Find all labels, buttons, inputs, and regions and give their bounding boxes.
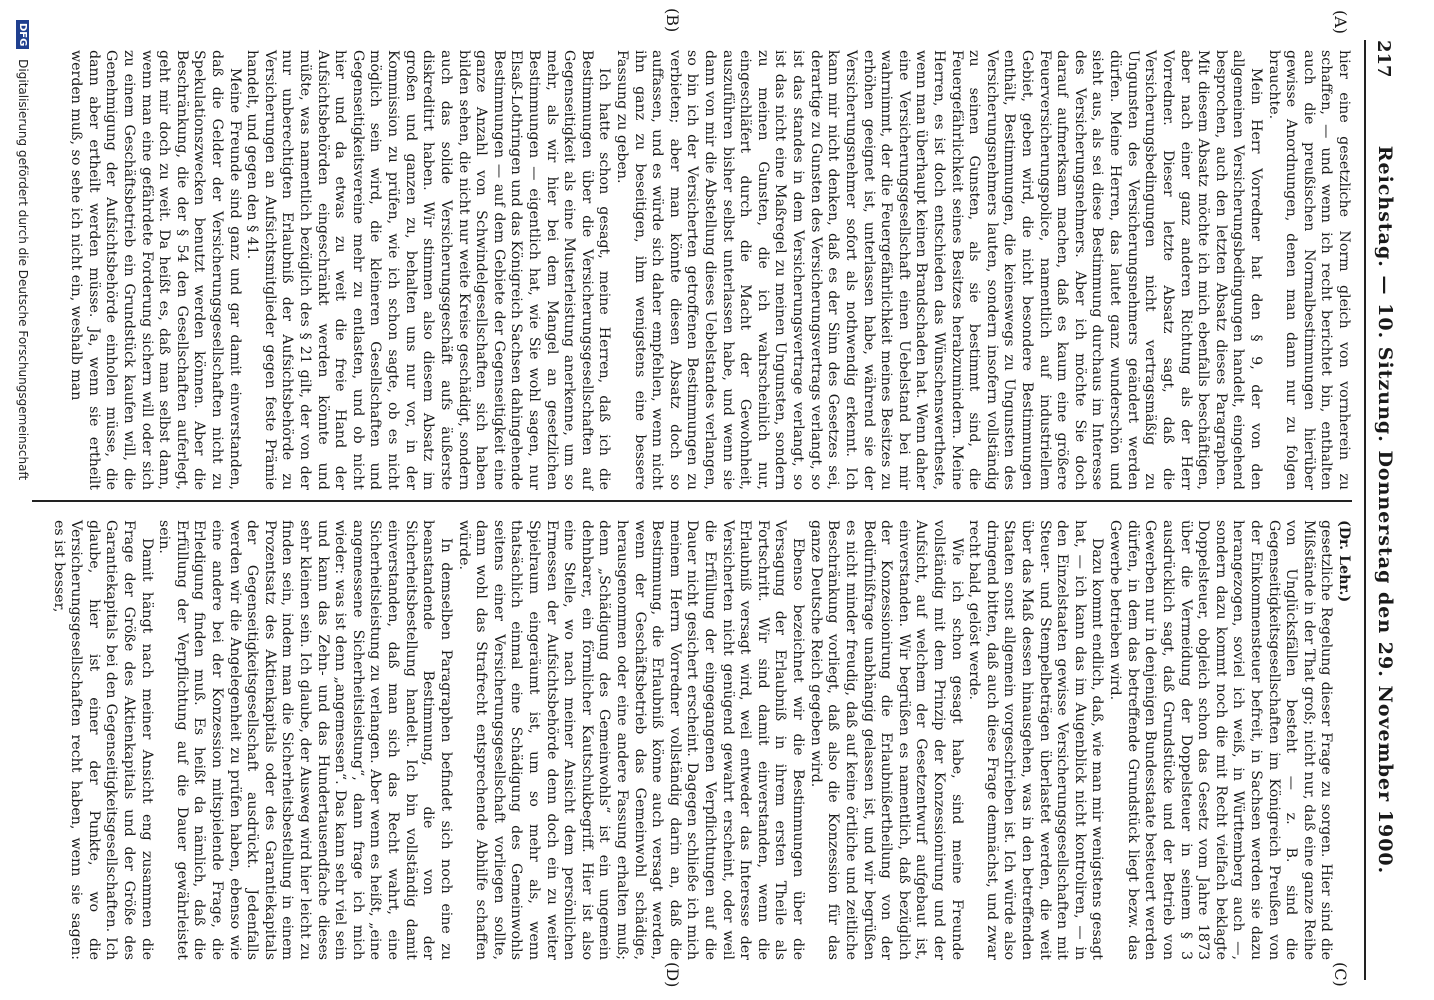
page-number: 217 bbox=[1373, 40, 1394, 78]
paragraph: Ich hatte schon gesagt, meine Herren, daß ich die Bestimmungen über die Versicherungsgesellschaften auf Gegenseitigkeit als eine Musterleistung anerkenne, um so mehr, als wir hier bei dem Mangel an gesetzlichen Bestimmungen — eigentlich hat, wie Sie wohl sagen, nur Elsaß-Lothringen und das Königreich Sachsen dahingehende Bestimmungen — auf dem Gebiete der Gegenseitigkeit eine ganze Anzahl von Schwindelgesellschaften sich haben bilden sehen, die nicht nur weite Kreise geschädigt, sondern auch das solide Versicherungsgeschäft aufs äußerste diskreditirt haben. Wir stimmen also diesem Absatz im großen und ganzen zu, behalten uns nur vor, in der Kommission zu prüfen, wie ich schon sagte, ob es nicht möglich sein wird, die kleineren Gesellschaften und Gegenseitigkeitsvereine mehr zu entlasten, und ob nicht hier und da etwas zu weit die freie Hand der Aufsichtsbehörden eingeschränkt werden könnte und müßte, was namentlich bezüglich des § 21 gilt, der von der nur unberechtigten Erlaubniß der Aufsichtsbehörde zu Versicherungen an Aufsichtsmitglieder gegen feste Prämie handelt, und gegen den § 41. bbox=[244, 50, 613, 490]
speaker-tag: (Dr. Lehr.) bbox=[1336, 520, 1352, 603]
paragraph: Dazu kommt endlich, daß, wie man mir wenigstens gesagt hat, — ich kann das im Augenblick nicht kontroliren, — in den Einzelstaaten gewisse Versicherungsgesellschaften mit Steuer- und Stempelbeträgen überlastet werden, die weit über das Maß dessen hinausgehen, was in den betreffenden Staaten sonst allgemein vorgeschrieben ist. Ich würde also dringend bitten, daß auch diese Frage demnächst, und zwar recht bald, gelöst werde. bbox=[966, 520, 1106, 960]
paragraph: Ebenso bezeichnet wir die Bestimmungen über die Versagung der Erlaubniß in ihrem ersten Theile als Fortschritt. Wir sind damit einverstanden, wenn die Erlaubniß versagt wird, weil entweder das Interesse der Versicherten nicht genügend gewahrt erscheint, oder weil die Erfüllung der eingegangenen Verpflichtungen auf die Dauer nicht gesichert erscheint. Dagegen schließe ich mich meinem Herrn Vorredner vollständig darin an, daß die Bestimmung, die Erlaubniß könne auch versagt werden, wenn der Geschäftsbetrieb das Gemeinwohl schädige, herausgenommen oder eine andere Fassung erhalten muß; denn „Schädigung des Gemeinwohls“ ist ein ungemein dehnbarer, ein förmlicher Kautschukbegriff. Hier ist also eine Stelle, wo nach meiner Ansicht dem persönlichen Ermessen der Aufsichtsbehörde denn doch ein zu weiter Spielraum eingeräumt ist, um so mehr als, wenn thatsächlich einmal eine Schädigung des Gemeinwohls seitens einer Versicherungsgesellschaft vorliegen sollte, dann wohl das Strafrecht entsprechende Abhilfe schaffen würde. bbox=[455, 520, 807, 960]
column-right bbox=[67, 50, 1352, 490]
column-left bbox=[49, 520, 1352, 960]
margin-mark-a: (C) bbox=[1331, 962, 1350, 987]
paragraph: In demselben Paragraphen befindet sich noch eine zu beanstandende Bestimmung, die von der Sicherheitsbestellung handelt. Ich bin vollständig damit einverstanden, daß man sich das Recht wahrt, eine Sicherheitsleistung zu verlangen. Aber wenn es heißt, „eine angemessene Sicherheitsleistung“, dann frage ich mich wieder: was ist denn „angemessen“. Das kann sehr viel sein und kann das Zehn- und das Hundertausendfache dieses sehr kleinen sein. Ich glaube, der Ausweg wird hier leicht zu finden sein, indem man die Sicherheitsbestellung in einem Prozentsatz des Aktienkapitals oder des Garantiekapitals der Gegenseitigkeitsgesellschaft ausdrückt. Jedenfalls werden wir die Angelegenheit zu prüfen haben, ebenso wie eine andere bei der Konzession mitspielende Frage, die Erledigung finden muß. Es heißt da nämlich, daß die Erfüllung der Verpflichtung auf die Dauer gewährleistet sein. bbox=[156, 520, 454, 960]
footer-credit bbox=[6, 20, 30, 980]
paragraph: hier eine gesetzliche Norm gleich von vornherein zu schaffen, — und wenn ich recht berichtet bin, enthalten auch die preußischen Normalbestimmungen hierüber gewisse Anordnungen, denen man dann nur zu folgen brauchte. bbox=[1265, 50, 1352, 490]
margin-mark-b: (D) bbox=[663, 962, 682, 988]
paragraph: Wie ich schon gesagt habe, sind meine Freunde vollständig mit dem Prinzip der Konzessionirung und der Aufsicht, auf welchem der Gesetzentwurf aufgebaut ist, einverstanden. Wir begrüßen es namentlich, daß bezüglich der Konzessionirung die Erlaubnißertheilung von der Bedürfnißfrage unabhängig gelassen ist, und wir begrüßen es nicht minder freudig, daß auf keine örtliche und zeitliche Beschränkung vorliegt, daß also die Konzession für das ganze Deutsche Reich gegeben wird. bbox=[807, 520, 965, 960]
paragraph: Damit hängt nach meiner Ansicht eng zusammen die Frage der Größe des Aktienkapitals und der Größe des Garantiekapitals bei den Gegenseitigkeitsgesellschaften. Ich glaube, hier ist einer der Punkte, wo die Versicherungsgesellschaften recht haben, wenn sie sagen: es ist besser, bbox=[50, 520, 155, 960]
paragraph: Meine Freunde sind ganz und gar damit einverstanden, daß die Gelder der Versicherungsgesellschaften nicht zu Spekulationszwecken benutzt werden können. Aber die Beschränkung, die der § 54 den Gesellschaften auferlegt, geht mir doch zu weit. Da heißt es, daß man selbst dann, wenn man eine gefährdete Forderung sichern will oder sich zu einem Geschäftsbetrieb ein Grundstück kaufen will, die Genehmigung der Aufsichtsbehörde einholen müsse, die dann aber ertheilt werden müsse. Ja, wenn sie ertheilt werden muß, so sehe ich nicht ein, weshalb man bbox=[68, 50, 243, 490]
running-title: Reichstag. — 10. Sitzung. Donnerstag den 29. November 1900. bbox=[1374, 145, 1396, 875]
footer-text: Digitalisierung gefördert durch die Deutsche Forschungsgemeinschaft bbox=[16, 59, 30, 481]
dfg-logo: DFG bbox=[16, 20, 29, 49]
column-divider bbox=[32, 500, 1352, 502]
paragraph: Mein Herr Vorredner hat den § 9, der von den allgemeinen Versicherungsbedingungen handelt, eingehend besprochen, auch den letzten Absatz dieses Paragraphen. Mit diesem Absatz möchte ich mich ebenfalls beschäftigen, aber nach einer ganz anderen Richtung als der Herr Vorredner. Dieser letzte Absatz sagt, daß die Versicherungsbedingungen nicht vertragsmäßig zu Ungunsten des Versicherungsnehmers geändert werden dürfen. Meine Herren, das lautet ganz wunderschön und sieht aus, als sei diese Bestimmung durchaus im Interesse des Versicherungsnehmers. Aber ich möchte Sie doch darauf aufmerksam machen, daß es kaum eine größere Feuerversicherungspolice, namentlich auf industriellem Gebiet, geben wird, die nicht besondere Bestimmungen enthält, Bestimmungen, die keineswegs zu Ungunsten des Versicherungsnehmers lauten, sondern insofern vollständig zu seinen Gunsten, als sie bestimmt sind, die Feuergefährlichkeit seines Besitzes herabzumindern. Meine Herren, es ist doch entschieden das Wünschenswertheste, wenn man überhaupt keinen Brandschaden hat. Wenn daher eine Versicherungsgesellschaft einen Uebelstand bei mir wahrnimmt, der die Feuergefährlichkeit meines Besitzes zu erhöhen geeignet ist, unterlassen habe, während sie der Versicherungsnehmer sofort als nothwendig erkennt. Ich kann mir nicht denken, daß es der Sinn des Gesetzes sei, derartige zu Gunsten des Versicherungsvertrags verlangt, so ist das standes in dem Versicherungsvertrage verlangt, so ist das nicht eine Maßregel zu meinen Ungunsten, sondern zu meinen Gunsten, die ich wahrscheinlich nur, eingeschläfert durch die Macht der Gewohnheit, auszuführen bisher selbst unterlassen habe, und wenn sie dann von mir die Abstellung dieses Uebelstandes verlangen, so bin ich der Versicherten getroffenen Bestimmungen zu verbieten; aber man könnte diesen Absatz doch so auffassen, und es würde sich daher empfehlen, wenn nicht ihn ganz zu beseitigen, ihm wenigstens eine bessere Fassung zu geben. bbox=[614, 50, 1264, 490]
margin-mark-d: (B) bbox=[663, 8, 682, 33]
paragraph: gesetzliche Regelung dieser Frage zu sorgen. Hier sind die Mißstände in der That groß; nicht nur, daß eine ganze Reihe von Unglücksfällen besteht — z. B. sind die Gegenseitigkeitsgesellschaften im Königreich Preußen von der Einkommensteuer befreit, in Sachsen werden sie dazu herangezogen, soviel ich weiß, in Württemberg auch —, sondern dazu kommt noch die mit Recht vielfach beklagte Doppelsteuer, obgleich schon das Gesetz vom Jahre 1873 über die Vermeidung der Doppelsteuer in seinem § 3 ausdrücklich sagt, daß Grundstücke und der Betrieb von Gewerben nur in denjenigen Bundesstaate besteuert werden dürfen, in dem das betreffende Grundstück liegt bezw. das Gewerbe betrieben wird. bbox=[1107, 520, 1335, 960]
page-header bbox=[1364, 40, 1396, 980]
margin-mark-c: (A) bbox=[1331, 10, 1350, 35]
